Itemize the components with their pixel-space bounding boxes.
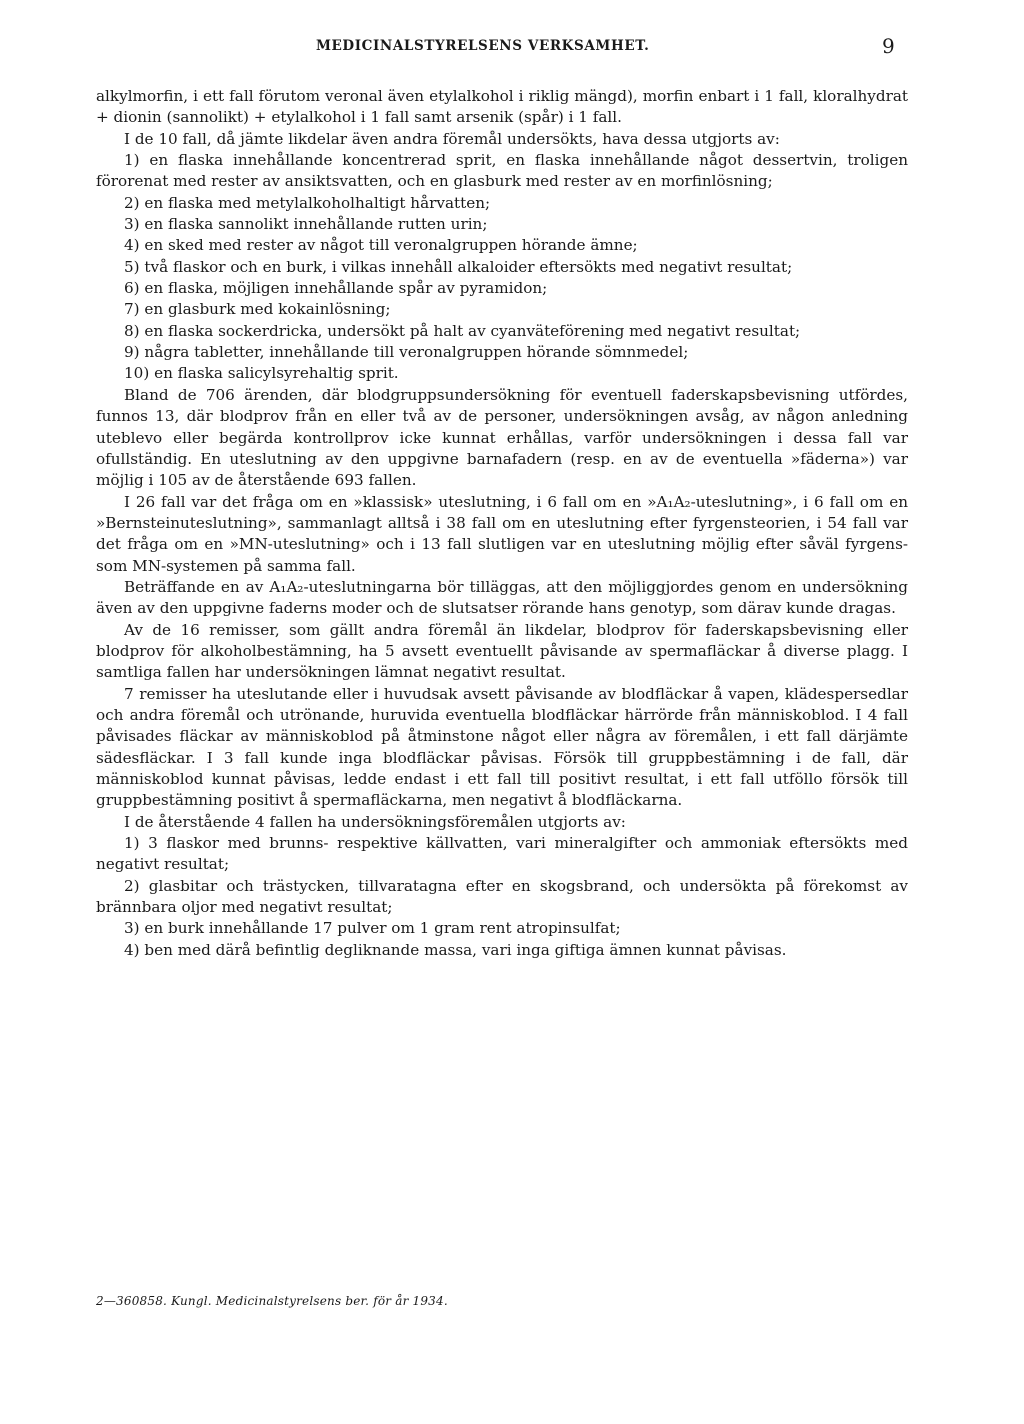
list-item: 2) glasbitar och trästycken, tillvaratagna efter en skogsbrand, och undersökta på förekomst av brännbara oljor med negativt resultat; xyxy=(96,876,908,917)
paragraph-intro-objects: I de 10 fall, då jämte likdelar även andra föremål undersökts, hava dessa utgjorts av: xyxy=(124,129,780,148)
list-item: 4) en sked med rester av något till veronalgruppen hörande ämne; xyxy=(124,236,638,255)
page-number: 9 xyxy=(882,34,895,58)
paragraph-remaining: I de återstående 4 fallen ha undersökningsföremålen utgjorts av: xyxy=(124,812,626,831)
list-item: 7) en glasburk med kokainlösning; xyxy=(124,300,391,319)
paragraph-remisser: Av de 16 remisser, som gällt andra föremål än likdelar, blodprov för faderskapsbevisning eller blodprov för alkoholbestämning, ha 5 avsett eventuellt påvisande av spermafläckar å diverse plagg. I samtliga fallen har undersökningen lämnat negativt resultat. xyxy=(96,620,908,682)
list-item: 3) en burk innehållande 17 pulver om 1 gram rent atropinsulfat; xyxy=(124,919,621,938)
list-item: 8) en flaska sockerdricka, undersökt på halt av cyanväteförening med negativt resultat; xyxy=(124,321,801,340)
running-head: MEDICINALSTYRELSENS VERKSAMHET. xyxy=(316,38,650,54)
print-footnote: 2—360858. Kungl. Medicinalstyrelsens ber. för år 1934. xyxy=(96,1294,448,1308)
list-item: 3) en flaska sannolikt innehållande rutten urin; xyxy=(124,215,488,234)
list-item: 9) några tabletter, innehållande till veronalgruppen hörande sömnmedel; xyxy=(124,343,689,362)
list-item: 4) ben med därå befintlig degliknande massa, vari inga giftiga ämnen kunnat påvisas. xyxy=(124,940,787,959)
list-item: 5) två flaskor och en burk, i vilkas innehåll alkaloider eftersökts med negativt resultat; xyxy=(124,257,793,276)
paragraph-bloodstains: 7 remisser ha uteslutande eller i huvudsak avsett påvisande av blodfläckar å vapen, klädespersedlar och andra föremål och utrönande, huruvida eventuella blodfläckar härrörde från människoblod. I 4 fall påvisades fläckar av människoblod på åtminstone något eller några av föremålen, i ett fall därjämte sädesfläckar. I 3 fall kunde inga blodfläckar påvisas. Försök till gruppbestämning i de fall, där människoblod kunnat påvisas, ledde endast i ett fall till positivt resultat, i ett fall utföllo försök till gruppbestämning positivt å spermafläckarna, men negativt å blodfläckarna. xyxy=(96,684,908,810)
list-item: 1) 3 flaskor med brunns- respektive källvatten, vari mineralgifter och ammoniak eftersökts med negativt resultat; xyxy=(96,834,908,874)
body-text xyxy=(96,86,908,961)
list-item: 6) en flaska, möjligen innehållande spår av pyramidon; xyxy=(124,279,548,298)
paragraph-exclusions: I 26 fall var det fråga om en »klassisk» uteslutning, i 6 fall om en »A₁A₂-uteslutning», i 6 fall om en »Bernsteinuteslutning», sammanlagt alltså i 38 fall om en uteslutning efter fyrgensteorien, i 54 fall var det fråga om en »MN-uteslutning» och i 13 fall slutligen var en uteslutning möjlig efter såväl fyrgens- som MN-systemen på samma fall. xyxy=(96,492,908,575)
paragraph-blood-group: Bland de 706 ärenden, där blodgruppsundersökning för eventuell faderskapsbevisning utfördes, funnos 13, där blodprov från en eller två av de personer, undersökningen avsåg, av någon anledning uteblevo eller begärda kontrollprov icke kunnat erhållas, varför undersökningen i dessa fall var ofullständig. En uteslutning av den uppgivne barnafadern (resp. en av de eventuella »fäderna») var möjlig i 105 av de återstående 693 fallen. xyxy=(96,385,908,490)
paragraph-a1a2: Beträffande en av A₁A₂-uteslutningarna bör tilläggas, att den möjliggjordes genom en undersökning även av den uppgivne faderns moder och de slutsatser rörande hans genotyp, som därav kunde dragas. xyxy=(96,577,908,618)
list-item: 10) en flaska salicylsyrehaltig sprit. xyxy=(124,364,399,383)
list-item: 2) en flaska med metylalkoholhaltigt hårvatten; xyxy=(124,193,491,212)
list-item: 1) en flaska innehållande koncentrerad sprit, en flaska innehållande något dessertvin, troligen förorenat med rester av ansiktsvatten, och en glasburk med rester av en morfinlösning; xyxy=(96,151,908,191)
paragraph-continuation: alkylmorfin, i ett fall förutom veronal även etylalkohol i riklig mängd), morfin enbart i 1 fall, kloralhydrat + dionin (sannolikt) + etylalkohol i 1 fall samt arsenik (spår) i 1 fall. xyxy=(96,87,908,127)
